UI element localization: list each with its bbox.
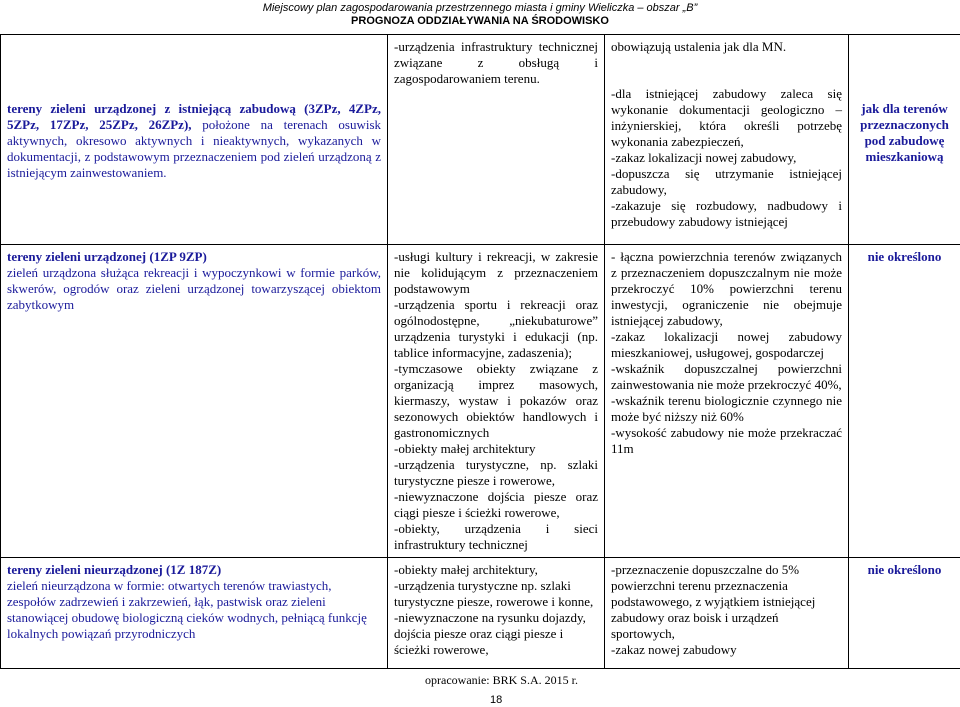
zoning-table — [0, 34, 960, 669]
zone-title: tereny zieleni urządzonej (1ZP 9ZP) — [7, 249, 207, 264]
zone-description-cell — [1, 558, 388, 669]
condition-item: -zakaz lokalizacji nowej zabudowy, — [611, 150, 797, 165]
allowed-use-item: -niewyznaczone dojścia piesze oraz ciągi piesze i ścieżki rowerowe, — [394, 489, 598, 520]
zone-title: tereny zieleni urządzonej z istniejącą zabudową (3ZPz, 4ZPz, 5ZPz, 17ZPz, 25ZPz, 26ZPz), — [7, 101, 381, 132]
notes-value: nie określono — [867, 562, 942, 577]
condition-item: -zakaz nowej zabudowy — [611, 642, 737, 657]
footer-credit: opracowanie: BRK S.A. 2015 r. — [425, 673, 578, 687]
condition-item: -wskaźnik terenu biologicznie czynnego nie może być niższy niż 60% — [611, 393, 842, 424]
conditions-cell — [605, 558, 849, 669]
condition-item: - łączna powierzchnia terenów związanych z przeznaczeniem dopuszczalnym nie może przekroczyć 10% powierzchni terenu inwestycji, ograniczenie nie obejmuje istniejącej zabudowy, — [611, 249, 842, 328]
allowed-use-item: -urządzenia turystyczne np. szlaki turystyczne piesze, rowerowe i konne, — [394, 578, 594, 609]
conditions-cell — [605, 245, 849, 558]
allowed-use-item: -urządzenia sportu i rekreacji oraz ogólnodostępne, „niekubaturowe” urządzenia turystyki i edukacji (np. tablice informacyjne, zadaszenia); — [394, 297, 598, 360]
condition-item: -zakaz lokalizacji nowej zabudowy mieszkaniowej, usługowej, gospodarczej — [611, 329, 842, 360]
table-row — [1, 245, 960, 558]
allowed-use-text: -urządzenia infrastruktury technicznej związane z obsługą i zagospodarowaniem terenu. — [394, 39, 598, 86]
allowed-use-cell — [388, 245, 605, 558]
condition-item: -dla istniejącej zabudowy zaleca się wykonanie dokumentacji geologiczno – inżynierskiej, która określi potrzebę wykonania zabezpieczeń, — [611, 86, 842, 149]
allowed-use-item: -obiekty małej architektury — [394, 441, 536, 456]
allowed-use-item: -usługi kultury i rekreacji, w zakresie nie kolidującym z przeznaczeniem podstawowym — [394, 249, 598, 296]
zone-description-cell — [1, 245, 388, 558]
zone-text: zieleń urządzona służąca rekreacji i wypoczynkowi w formie parków, skwerów, ogrodów oraz zieleni urządzonej towarzyszącej obiektom zabytkowym — [7, 265, 381, 312]
notes-cell — [849, 245, 960, 558]
zone-title: tereny zieleni nieurządzonej (1Z 187Z) — [7, 562, 222, 577]
allowed-use-item: -obiekty, urządzenia i sieci infrastruktury technicznej — [394, 521, 598, 552]
notes-cell — [849, 558, 960, 669]
condition-item: -dopuszcza się utrzymanie istniejącej zabudowy, — [611, 166, 842, 197]
conditions-intro: obowiązują ustalenia jak dla MN. — [611, 39, 787, 54]
zone-text: zieleń nieurządzona w formie: otwartych terenów trawiastych, zespołów zadrzewień i zakrzewień, łąk, pastwisk oraz zieleni stanowiącej obudowę biologiczną cieków wodnych, pełniącą funkcję lokalnych powiązań przyrodniczych — [7, 578, 367, 641]
allowed-use-item: -tymczasowe obiekty związane z organizacją imprez masowych, kiermaszy, wystaw i pokazów oraz sezonowych obiektów handlowych i gastronomicznych — [394, 361, 598, 440]
page-number: 18 — [490, 694, 503, 706]
zone-description-cell — [1, 35, 388, 245]
conditions-cell — [605, 35, 849, 245]
allowed-use-item: -niewyznaczone na rysunku dojazdy, dojścia piesze oraz ciągi piesze i ścieżki rowerowe, — [394, 610, 586, 657]
table-row — [1, 35, 960, 245]
condition-item: -zakazuje się rozbudowy, nadbudowy i przebudowy zabudowy istniejącej — [611, 198, 842, 229]
allowed-use-item: -obiekty małej architektury, — [394, 562, 538, 577]
allowed-use-cell — [388, 558, 605, 669]
condition-item: -wysokość zabudowy nie może przekraczać 11m — [611, 425, 842, 456]
notes-cell — [849, 35, 960, 245]
header-plan-title: Miejscowy plan zagospodarowania przestrzennego miasta i gminy Wieliczka – obszar „B” — [262, 2, 698, 14]
allowed-use-cell — [388, 35, 605, 245]
page-header — [0, 0, 960, 27]
allowed-use-item: -urządzenia turystyczne, np. szlaki turystyczne piesze i rowerowe, — [394, 457, 598, 488]
condition-item: -wskaźnik dopuszczalnej powierzchni zainwestowania nie może przekroczyć 40%, — [611, 361, 842, 392]
zone-text: położone na terenach osuwisk aktywnych, okresowo aktywnych i nieaktywnych, wykazanych w dokumentacji, z podstawowym przeznaczeniem pod zieleń urządzoną z istniejącym zainwestowaniem. — [7, 117, 382, 180]
notes-value: nie określono — [867, 249, 942, 264]
table-row — [1, 558, 960, 669]
notes-value: jak dla terenów przeznaczonych pod zabudowę mieszkaniową — [860, 101, 949, 164]
condition-item: -przeznaczenie dopuszczalne do 5% powierzchni terenu przeznaczenia podstawowego, z wyjątkiem istniejącej zabudowy oraz boisk i urządzeń sportowych, — [611, 562, 816, 641]
header-document-title: PROGNOZA ODDZIAŁYWANIA NA ŚRODOWISKO — [351, 15, 609, 27]
